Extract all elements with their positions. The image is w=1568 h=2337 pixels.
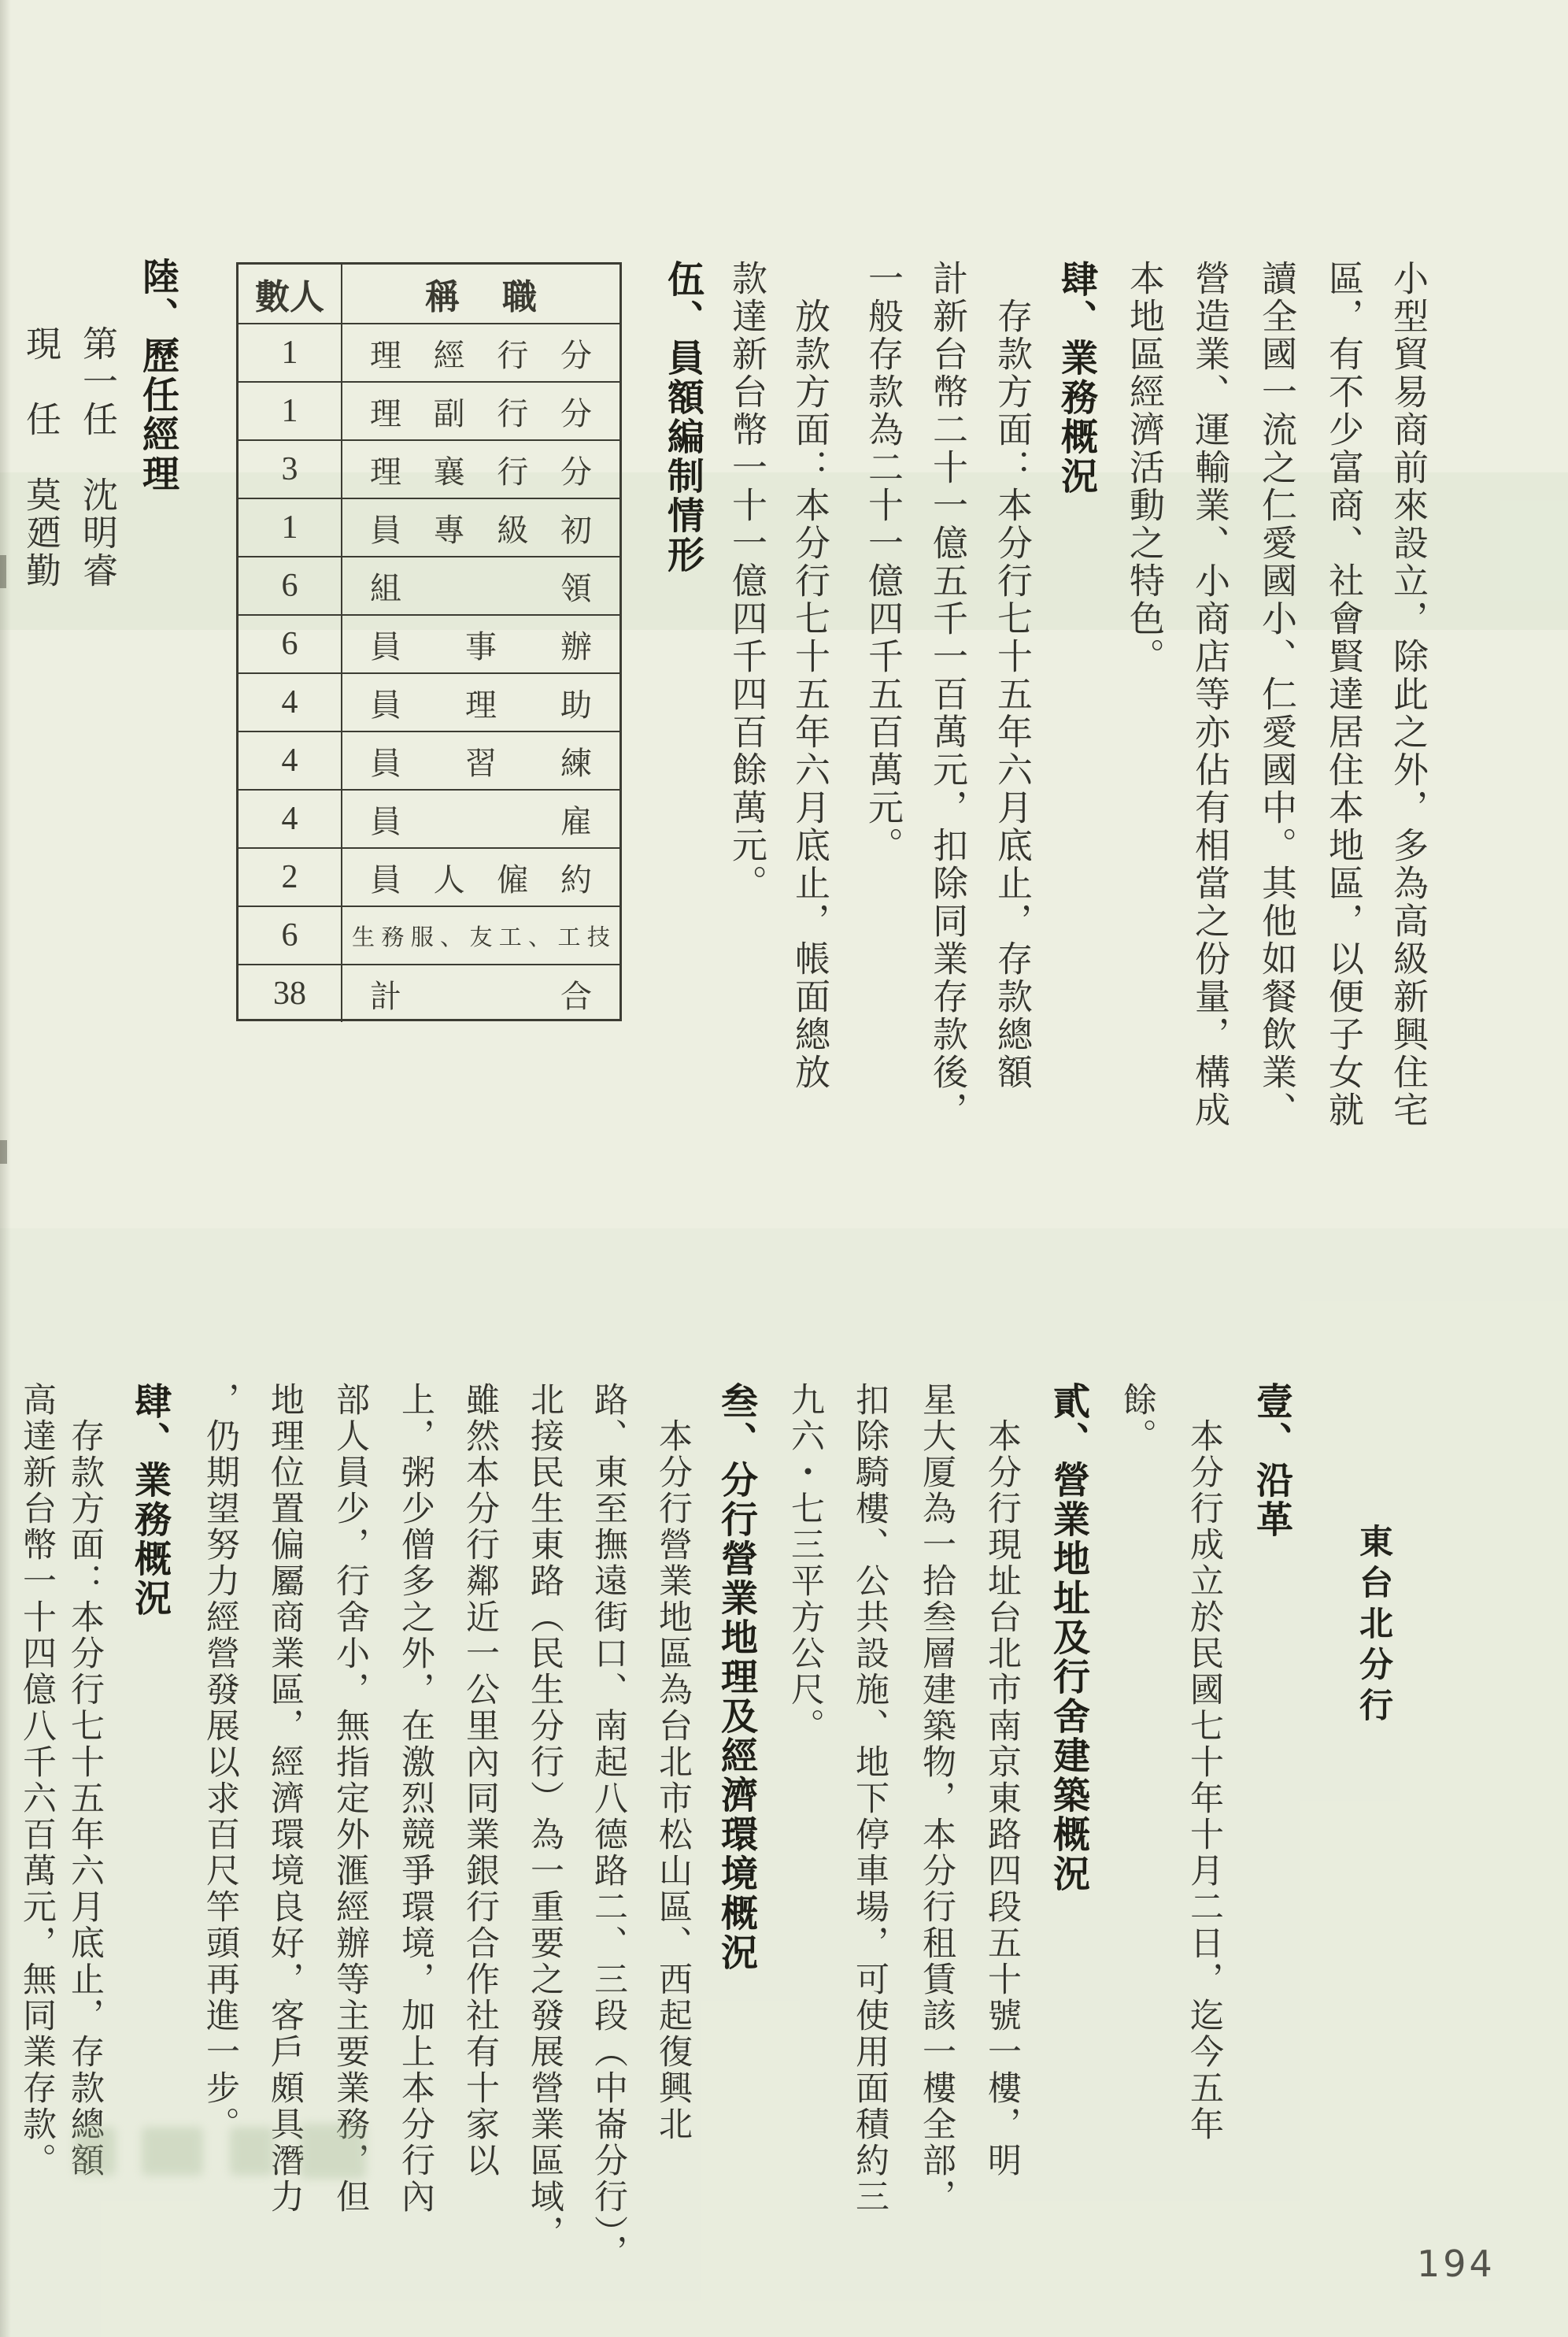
table-cell-count: 1 [239,499,342,556]
section-heading-business-overview-2: 肆、業務概況 [130,1382,172,1618]
text-column: ，仍期望努力經營發展以求百尺竿頭再進一步。 [202,1382,239,2143]
text-column: 本地區經濟活動之特色。 [1124,260,1163,676]
text-column: 區，有不少富商、社會賢達居住本地區，以便子女就 [1323,260,1363,1129]
table-cell-count: 4 [239,791,342,847]
table-header-title: 稱 職 [425,278,537,317]
table-row [239,439,619,498]
text-column: 小型貿易商前來設立，除此之外，多為高級新興住宅 [1388,260,1427,1129]
section-heading-premises: 貳、營業地址及行舍建築概況 [1048,1382,1090,1894]
table-cell-count: 2 [239,849,342,906]
section-heading-staffing: 伍、員額編制情形 [663,260,704,575]
text-column: 本分行營業地區為台北市松山區、西起復興北 [654,1418,691,2143]
text-column: 本分行現址台北市南京東路四段五十號一樓，明 [983,1418,1020,2179]
table-row [239,847,619,906]
text-column: 上，粥少僧多之外，在激烈競爭環境，加上本分行內 [397,1382,434,2215]
text-column: 存款方面：本分行七十五年六月底止，存款總額 [66,1418,103,2179]
text-column: 本分行成立於民國七十年十月二日，迄今五年 [1185,1418,1222,2143]
text-column: 雖然本分行鄰近一公里內同業銀行合作社有十家以 [461,1382,498,2179]
table-cell-title: 員 雇 [370,803,592,839]
page-edge-shadow [0,0,11,2337]
table-row [239,498,619,556]
text-column: 北接民生東路（民生分行）為一重要之發展營業區域， [526,1382,563,2251]
section-heading-business-overview: 肆、業務概況 [1056,260,1098,496]
manager-entry: 現 任 莫廼勤 [20,325,60,590]
page-number: 194 [1417,2243,1496,2285]
table-cell-count: 4 [239,674,342,731]
table-row [239,789,619,847]
manager-entry: 第一任 沈明睿 [77,325,116,590]
table-header-count: 數人 [239,265,342,323]
text-column: 路、東至撫遠街口、南起八德路二、三段（中崙分行）， [590,1382,627,2271]
text-column: 星大厦為一拾叁層建築物，本分行租賃該一樓全部， [918,1382,955,2215]
text-column: 營造業、運輸業、小商店等亦佔有相當之份量，構成 [1189,260,1229,1129]
text-column: 九六・七三平方公尺。 [786,1382,823,1744]
text-column: 高達新台幣一十四億八千六百萬元，無同業存款。 [18,1382,55,2179]
table-cell-count: 1 [239,324,342,381]
table-cell-title: 理 經 行 分 [370,337,592,373]
table-cell-title: 計 合 [370,978,592,1014]
table-cell-title: 員 習 練 [370,745,592,781]
text-column: 扣除騎樓、公共設施、地下停車場，可使用面積約三 [851,1382,888,2215]
table-row [239,672,619,731]
staff-table [236,262,622,1021]
table-cell-title: 員 人 僱 約 [370,861,592,898]
table-cell-title: 理 副 行 分 [370,395,592,431]
text-column: 計新台幣二十一億五千一百萬元，扣除同業存款後， [927,260,967,1129]
table-row [239,614,619,672]
text-column: 款達新台幣一十一億四千四百餘萬元。 [727,260,766,902]
scan-artifact [0,555,6,588]
table-cell-title: 組 領 [370,570,592,606]
scan-artifact [0,1140,7,1164]
text-column: 存款方面：本分行七十五年六月底止，存款總額 [992,298,1031,1091]
section-heading-geography: 叁、分行營業地理及經濟環境概況 [716,1382,758,1972]
table-cell-title: 員 理 助 [370,687,592,723]
table-cell-title: 員 專 級 初 [370,512,592,548]
table-header-row [239,265,619,323]
table-row [239,323,619,381]
text-column: 地理位置偏屬商業區，經濟環境良好，客戶頗具潛力 [266,1382,303,2215]
branch-title: 東台北分行 [1355,1524,1392,1728]
table-row [239,556,619,614]
table-cell-count: 6 [239,557,342,614]
table-row [239,906,619,964]
text-column: 放款方面：本分行七十五年六月底止，帳面總放 [790,298,829,1091]
table-cell-count: 38 [239,965,342,1022]
table-row [239,381,619,439]
table-cell-count: 1 [239,383,342,439]
table-row [239,964,619,1022]
table-cell-title: 理 襄 行 分 [370,454,592,490]
text-column: 餘。 [1119,1382,1156,1454]
text-column: 讀全國一流之仁愛國小、仁愛國中。其他如餐飲業、 [1256,260,1296,1129]
table-cell-title: 生 務 服 、 友 工 、 工 技 [352,924,610,950]
table-cell-count: 4 [239,732,342,789]
section-heading-past-managers: 陸、歷任經理 [138,257,179,494]
section-heading-history: 壹、沿革 [1252,1382,1293,1539]
text-column: 一般存款為二十一億四千五百萬元。 [863,260,902,865]
table-cell-count: 6 [239,907,342,964]
table-row [239,731,619,789]
text-column: 部人員少，行舍小，無指定外滙經辦等主要業務，但 [331,1382,368,2215]
table-cell-title: 員 事 辦 [370,628,592,665]
table-cell-count: 6 [239,616,342,672]
table-cell-count: 3 [239,441,342,498]
